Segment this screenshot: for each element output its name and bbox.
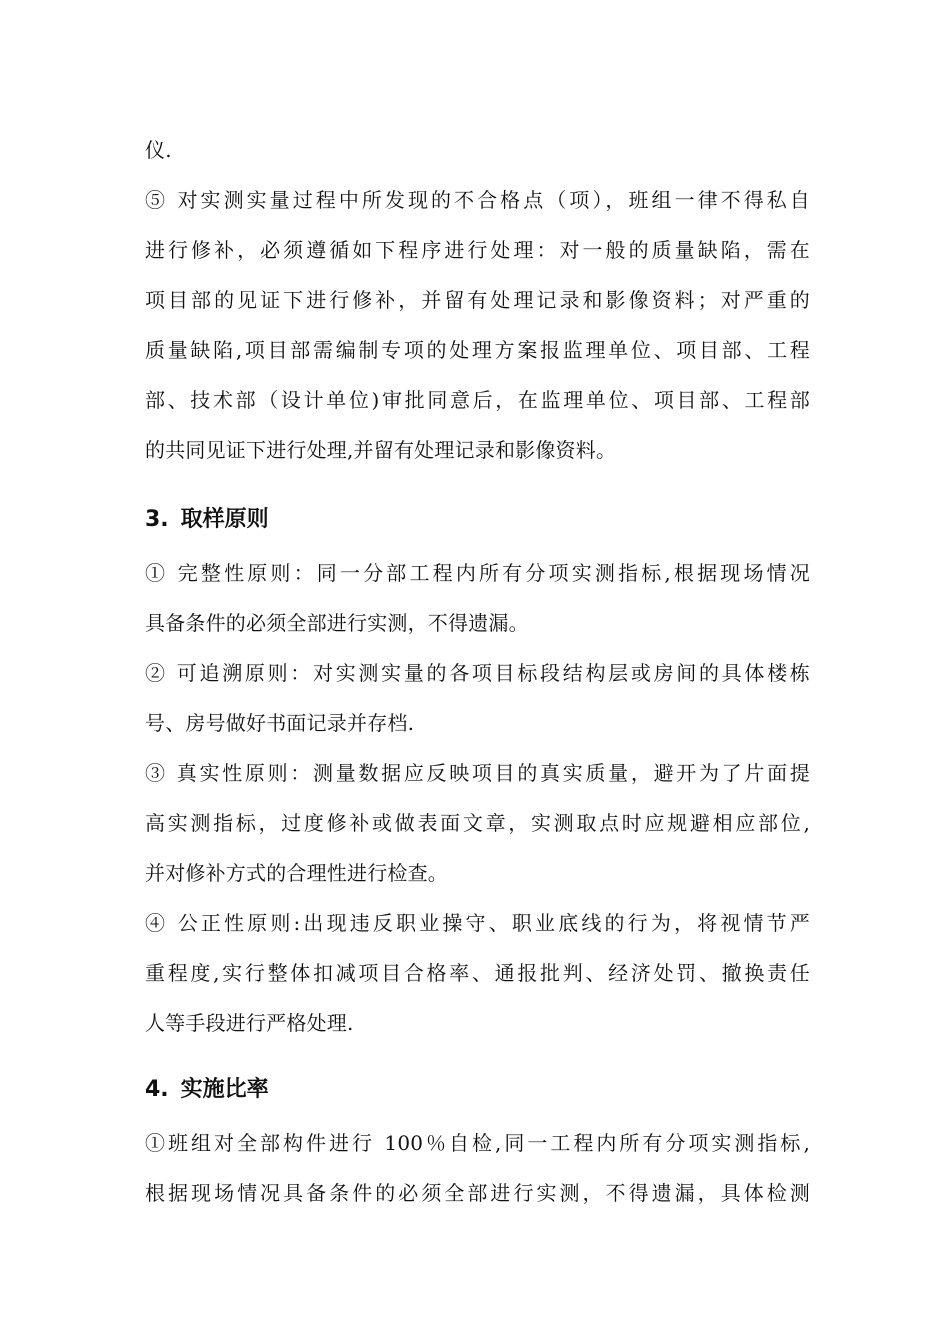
s4-item1-line-1: ①班组对全部构件进行 100％自检,同一工程内所有分项实测指标, <box>145 1131 810 1155</box>
paragraph-tail: 仪. <box>145 138 172 162</box>
s3-item4-line-3: 人等手段进行严格处理. <box>145 1011 354 1035</box>
item5-line-4: 质量缺陷,项目部需编制专项的处理方案报监理单位、项目部、工程 <box>145 338 810 362</box>
s3-item2-marker: ② <box>145 661 168 685</box>
item5-line-2: 进行修补，必须遵循如下程序进行处理：对一般的质量缺陷，需在 <box>145 238 810 262</box>
item5-marker: ⑤ <box>145 188 169 212</box>
item5-line-3: 项目部的见证下进行修补，并留有处理记录和影像资料；对严重的 <box>145 288 810 312</box>
section3-number: 3. <box>145 507 169 532</box>
s3-item4-line-2: 重程度,实行整体扣减项目合格率、通报批判、经济处罚、撤换责任 <box>145 961 810 985</box>
s3-item1-marker: ① <box>145 561 169 585</box>
s3-item3-line-1: ③ 真实性原则：测量数据应反映项目的真实质量，避开为了片面提 <box>145 761 810 785</box>
s3-item1-line-1: ① 完整性原则：同一分部工程内所有分项实测指标,根据现场情况 <box>145 561 810 585</box>
s3-item3-line-3: 并对修补方式的合理性进行检查。 <box>145 861 448 885</box>
s3-item4-line-1: ④ 公正性原则:出现违反职业操守、职业底线的行为，将视情节严 <box>145 911 810 935</box>
s3-item3-line-2: 高实测指标，过度修补或做表面文章，实测取点时应规避相应部位, <box>145 811 810 835</box>
s3-item4-marker: ④ <box>145 911 169 935</box>
s3-item3-marker: ③ <box>145 761 168 785</box>
section4-title: 实施比率 <box>180 1077 269 1102</box>
s3-item1-line-2: 具备条件的必须全部进行实测，不得遗漏。 <box>145 611 529 635</box>
section4-number: 4. <box>145 1077 169 1102</box>
item5-line-6: 的共同见证下进行处理,并留有处理记录和影像资料。 <box>145 438 617 462</box>
s3-item2-line-2: 号、房号做好书面记录并存档. <box>145 711 415 735</box>
section4-heading <box>145 1065 269 1115</box>
s4-item1-marker: ① <box>145 1131 169 1155</box>
s4-item1-line-2: 根据现场情况具备条件的必须全部进行实测，不得遗漏，具体检测 <box>145 1181 810 1205</box>
section3-title: 取样原则 <box>180 507 269 532</box>
item5-line-5: 部、技术部（设计单位)审批同意后，在监理单位、项目部、工程部 <box>145 388 810 412</box>
s3-item2-line-1: ② 可追溯原则：对实测实量的各项目标段结构层或房间的具体楼栋 <box>145 661 810 685</box>
item5-line-1: ⑤ 对实测实量过程中所发现的不合格点（项），班组一律不得私自 <box>145 188 810 212</box>
section3-heading <box>145 495 269 545</box>
